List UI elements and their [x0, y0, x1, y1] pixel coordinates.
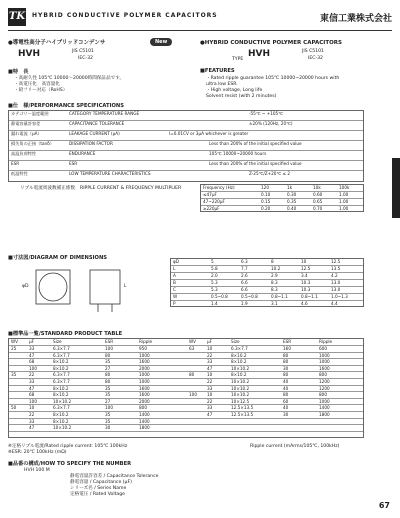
table-header-cell: Size	[231, 339, 240, 344]
table-cell: 22	[29, 411, 35, 417]
table-row	[9, 392, 363, 399]
label-l: L	[124, 284, 127, 289]
dim-cell: 6.6	[241, 280, 248, 285]
table-cell: 1200	[319, 378, 330, 384]
dim-header: 5	[211, 259, 214, 264]
ripple-cell: 1.00	[339, 206, 349, 211]
table-row	[9, 379, 363, 386]
table-cell: 12.5×13.5	[231, 405, 254, 411]
table-cell: 40	[283, 405, 289, 411]
dim-cell: 13.0	[331, 280, 341, 285]
table-cell: 12.5×13.5	[231, 411, 254, 417]
dim-cell: 10.3	[301, 280, 311, 285]
table-cell: 35	[105, 392, 111, 398]
dim-cell: 8.3	[271, 287, 278, 292]
table-cell: 10	[207, 392, 213, 398]
product-table	[8, 338, 364, 438]
table-cell: 33	[207, 385, 213, 391]
table-cell: 33	[29, 346, 35, 351]
table-cell: 68	[29, 359, 35, 365]
table-cell: 35	[105, 385, 111, 391]
table-cell: 1000	[319, 352, 330, 358]
marking-code: HVH 100 M	[24, 468, 50, 473]
ripple-cell: 0.60	[313, 192, 323, 197]
dim-row	[171, 294, 363, 301]
spec-row	[9, 141, 363, 151]
table-cell: 10×10.2	[231, 365, 250, 371]
header-title: HYBRID CONDUCTIVE POLYMER CAPACITORS	[32, 12, 218, 19]
spec-value: Less than 200% of the initial specified value	[209, 161, 302, 166]
page-header	[8, 8, 392, 30]
ripple-cell: 1.00	[339, 192, 349, 197]
ripple-cell: 0.65	[313, 199, 323, 204]
dim-cell: P	[173, 301, 176, 306]
table-cell: 1000	[139, 378, 150, 384]
table-cell: 80	[283, 392, 289, 398]
table-cell: 35	[105, 411, 111, 417]
series-name-right: HVH	[248, 49, 271, 59]
ripple-header: Frequency (Hz)	[203, 185, 235, 190]
jis-sub-right: IEC-32	[308, 56, 323, 61]
table-cell: 6.3×7.7	[231, 346, 248, 351]
table-cell: 10	[29, 405, 35, 411]
spec-row	[9, 171, 363, 181]
ripple-row	[201, 192, 363, 199]
spec-en: DISSIPATION FACTOR	[69, 141, 113, 146]
table-header-cell: WV	[189, 339, 197, 344]
ripple-table	[200, 184, 364, 212]
table-cell: 80	[105, 378, 111, 384]
table-cell: 27	[105, 398, 111, 404]
table-cell: 950	[139, 346, 147, 351]
spec-value: Z-25℃/Z+20℃ ≤ 2	[249, 171, 290, 176]
product-table-header-row	[9, 339, 363, 346]
table-header-cell: Size	[53, 339, 62, 344]
table-cell: 22	[29, 372, 35, 378]
feature-jp-2: ・高電圧化 高容量化	[14, 82, 60, 87]
table-cell: 8×10.2	[53, 411, 69, 417]
dim-cell: 13.5	[331, 266, 341, 271]
table-row	[9, 425, 363, 432]
table-cell: 8×10.2	[231, 359, 247, 365]
spec-en: CATEGORY TEMPERATURE RANGE	[69, 111, 140, 116]
spec-en: ESR	[69, 161, 78, 166]
table-cell: 800	[319, 392, 327, 398]
ripple-header-row	[201, 185, 363, 192]
ripple-en: RIPPLE CURRENT & FREQUENCY MULTIPLIER	[80, 186, 182, 191]
table-cell: 800	[319, 372, 327, 378]
ripple-row	[201, 206, 363, 213]
table-cell: 10×10.2	[53, 398, 72, 404]
feature-jp-3: ・鉛フリー対応（RoHS）	[14, 88, 68, 93]
table-cell: 100	[105, 405, 113, 411]
table-cell: 10×10.2	[231, 385, 250, 391]
feature-en-2: ultra low ESR.	[206, 82, 238, 87]
dim-cell: C	[173, 287, 176, 292]
spec-en: CAPACITANCE TOLERANCE	[69, 121, 125, 126]
side-index-tab	[392, 158, 400, 218]
table-row	[9, 366, 363, 373]
ripple-cell: 0.40	[287, 206, 297, 211]
table-cell: 8×10.2	[53, 392, 69, 398]
dim-cell: 4.2	[331, 273, 338, 278]
dim-cell: 4.4	[331, 301, 338, 306]
spec-label: ESR	[11, 161, 20, 166]
table-cell: 8×10.2	[231, 372, 247, 378]
table-cell: 80	[105, 352, 111, 358]
dim-cell: 4.6	[301, 301, 308, 306]
feature-jp-1: ・高耐久性 105℃ 10000～20000時間保証品です。	[14, 76, 125, 81]
table-cell: 10×10.2	[231, 378, 250, 384]
table-cell: 50	[11, 405, 17, 411]
product-jp-name: ●導電性高分子ハイブリッドコンデンサ	[8, 40, 106, 46]
table-cell: 8×10.2	[231, 352, 247, 358]
ripple-header: 120	[261, 185, 269, 190]
table-row	[9, 372, 363, 379]
table-cell: 1600	[319, 365, 330, 371]
footnote-1: ※定格リプル電流/Rated ripple current: 105℃ 100kHz	[8, 444, 128, 449]
marking-item: 定格電圧 / Rated Voltage	[70, 492, 125, 497]
table-cell: 80	[105, 372, 111, 378]
table-cell: 1600	[139, 392, 150, 398]
new-badge: New	[150, 38, 172, 46]
dimension-diagram	[20, 262, 140, 320]
dimensions-table	[170, 258, 364, 307]
table-cell: 33	[29, 378, 35, 384]
spec-value: I=0.01CV or 3μA whichever is greater	[169, 131, 249, 136]
spec-label: 低温特性	[11, 171, 28, 176]
spec-value: Less than 200% of the initial specified value	[209, 141, 302, 146]
table-cell: 1000	[139, 352, 150, 358]
ripple-cell: 0.20	[261, 206, 271, 211]
features-en-title: ■FEATURES	[200, 68, 235, 74]
table-cell: 100	[29, 398, 37, 404]
table-cell: 47	[29, 385, 35, 391]
table-cell: 80	[283, 372, 289, 378]
table-cell: 1000	[319, 359, 330, 365]
spec-en: LEAKAGE CURRENT (μA)	[69, 131, 120, 136]
feature-en-1: ・Rated ripple guarantee 105℃ 10000~20000 hours with	[206, 76, 340, 81]
spec-value: -55℃ ~ +105℃	[249, 111, 283, 116]
dim-header-row	[171, 259, 363, 266]
capacitor-outline-icon	[20, 262, 140, 320]
dim-cell: 2.9	[271, 273, 278, 278]
dim-row	[171, 280, 363, 287]
specs-table	[8, 110, 364, 182]
table-row	[9, 405, 363, 412]
table-cell: 47	[207, 365, 213, 371]
dim-cell: A	[173, 273, 176, 278]
table-cell: 800	[139, 405, 147, 411]
table-cell: 8×10.2	[53, 359, 69, 365]
header-rule	[8, 30, 392, 31]
table-cell: 35	[11, 372, 17, 378]
table-row	[9, 346, 363, 353]
dim-cell: 3.4	[301, 273, 308, 278]
dim-cell: 5.8	[211, 266, 218, 271]
table-cell: 8×10.2	[53, 365, 69, 371]
table-cell: 2000	[139, 365, 150, 371]
ripple-cell: 47~220μF	[203, 199, 225, 204]
specs-title: ■仕 様/PERFORMANCE SPECIFICATIONS	[8, 103, 124, 109]
table-cell: 1600	[139, 359, 150, 365]
dim-cell: W	[173, 294, 178, 299]
ripple-cell: 0.35	[287, 199, 297, 204]
ripple-cell: ≥220μF	[203, 206, 220, 211]
spec-en: LOW TEMPERATURE CHARACTERISTICS	[69, 171, 151, 176]
dim-cell: L	[173, 266, 176, 271]
table-cell: 160	[283, 346, 291, 351]
dim-cell: 1.9	[241, 301, 248, 306]
spec-label: 高温負荷特性	[11, 151, 37, 156]
ripple-cell: ≤47μF	[203, 192, 217, 197]
dim-header: 8	[271, 259, 274, 264]
table-cell: 80	[283, 359, 289, 365]
table-cell: 35	[105, 359, 111, 365]
type-label: TYPE	[232, 57, 244, 62]
dim-cell: 6.6	[241, 287, 248, 292]
table-cell: 22	[207, 398, 213, 404]
spec-row	[9, 111, 363, 121]
table-cell: 6.3×7.7	[53, 346, 70, 351]
spec-label: 静電容量許容差	[11, 121, 41, 126]
dim-cell: 1.0~1.3	[331, 294, 348, 299]
series-name: HVH	[18, 49, 41, 59]
table-cell: 47	[29, 425, 35, 431]
table-cell: 30	[283, 411, 289, 417]
dim-row	[171, 301, 363, 308]
dim-cell: 0.8~1.1	[301, 294, 318, 299]
company-logo: TK	[8, 8, 26, 26]
table-cell: 100	[29, 365, 37, 371]
dim-row	[171, 273, 363, 280]
table-header-cell: μF	[207, 339, 213, 344]
ripple-cell: 0.70	[313, 206, 323, 211]
table-cell: 68	[29, 392, 35, 398]
table-cell: 10	[207, 346, 213, 351]
ripple-header: 10k	[313, 185, 321, 190]
jis-sub: IEC-32	[78, 56, 93, 61]
table-cell: 10×10.2	[231, 392, 250, 398]
table-cell: 27	[105, 365, 111, 371]
table-cell: 1400	[319, 405, 330, 411]
feature-en-3: ・High voltage, Long life	[206, 88, 263, 93]
table-cell: 63	[189, 346, 195, 351]
marking-item: シリーズ名 / Series Name	[70, 486, 127, 491]
dimensions-title: ■寸法図/DIAGRAM OF DIMENSIONS	[8, 255, 108, 261]
ripple-cell: 0.15	[261, 199, 271, 204]
table-cell: 2000	[139, 398, 150, 404]
table-cell: 80	[189, 372, 195, 378]
spec-row	[9, 121, 363, 131]
label-d: φD	[22, 284, 29, 289]
ripple-row	[201, 199, 363, 206]
table-cell: 1200	[319, 385, 330, 391]
table-cell: 10×10.2	[53, 425, 72, 431]
table-cell: 10	[207, 372, 213, 378]
table-header-cell: ESR	[105, 339, 114, 344]
table-cell: 30	[283, 365, 289, 371]
table-cell: 1800	[319, 411, 330, 417]
dim-cell: 13.0	[331, 287, 341, 292]
footnote-3: Ripple current (mArms/105℃, 100kHz)	[250, 444, 340, 449]
spec-label: 損失角の正接（tanδ）	[11, 141, 54, 146]
dim-cell: 3.1	[271, 301, 278, 306]
spec-value: 105℃ 10000~20000 hours	[209, 151, 267, 156]
dim-header: 6.3	[241, 259, 248, 264]
dim-header: φD	[173, 259, 179, 264]
dim-row	[171, 266, 363, 273]
dim-cell: 0.8~1.1	[271, 294, 288, 299]
dim-cell: 8.3	[271, 280, 278, 285]
table-cell: 8×10.2	[53, 385, 69, 391]
table-header-cell: Ripple	[319, 339, 333, 344]
table-header-cell: μF	[29, 339, 35, 344]
dim-cell: 2.6	[241, 273, 248, 278]
dim-header: 10	[301, 259, 307, 264]
table-cell: 40	[283, 385, 289, 391]
table-cell: 8×10.2	[53, 418, 69, 424]
spec-en: ENDURANCE	[69, 151, 96, 156]
spec-row	[9, 131, 363, 141]
dim-row	[171, 287, 363, 294]
table-cell: 22	[207, 352, 213, 358]
marking-item: 静電容量 / Capacitance (μF)	[70, 480, 132, 485]
table-cell: 40	[283, 378, 289, 384]
table-cell: 35	[105, 418, 111, 424]
dim-cell: 7.7	[241, 266, 248, 271]
ripple-cell: 0.10	[261, 192, 271, 197]
dim-cell: 2.0	[211, 273, 218, 278]
table-cell: 600	[319, 346, 327, 351]
table-cell: 1400	[139, 411, 150, 417]
ripple-cell: 0.30	[287, 192, 297, 197]
table-cell: 33	[207, 359, 213, 365]
ripple-header: 1k	[287, 185, 293, 190]
table-cell: 1800	[139, 425, 150, 431]
features-jp-title: ■特 長	[8, 69, 29, 75]
table-cell: 6.3×7.7	[53, 378, 70, 384]
table-row	[9, 386, 363, 393]
table-cell: 33	[29, 418, 35, 424]
table-cell: 60	[283, 398, 289, 404]
table-cell: 100	[189, 392, 197, 398]
marking-item: 静電容量許容差 / Capacitance Tolerance	[70, 474, 159, 479]
spec-row	[9, 151, 363, 161]
table-cell: 6.3×7.7	[53, 372, 70, 378]
table-cell: 6.3×7.7	[53, 405, 70, 411]
table-cell: 22	[207, 378, 213, 384]
footnote-2: ※ESR: 20℃ 100kHz (mΩ)	[8, 450, 67, 455]
company-name: 東信工業株式会社	[319, 14, 392, 24]
dim-cell: 5.3	[211, 287, 218, 292]
feature-en-4: Solvent resist (with 2 minutes)	[206, 94, 277, 99]
table-header-cell: Ripple	[139, 339, 153, 344]
ripple-header: 100k	[339, 185, 350, 190]
product-table-title: ■標準品一覧/STANDARD PRODUCT TABLE	[8, 331, 123, 337]
table-row	[9, 412, 363, 419]
dim-cell: B	[173, 280, 176, 285]
table-cell: 47	[29, 352, 35, 358]
dim-cell: 0.5~0.8	[241, 294, 258, 299]
table-cell: 25	[11, 346, 17, 351]
dim-cell: 1.4	[211, 301, 218, 306]
dim-header: 12.5	[331, 259, 341, 264]
spec-label: 漏れ電流（μA）	[11, 131, 42, 136]
dim-cell: 10.3	[301, 287, 311, 292]
dim-cell: 10.2	[271, 266, 281, 271]
table-cell: 6.3×7.7	[53, 352, 70, 358]
table-cell: 100	[105, 346, 113, 351]
table-cell: 1600	[139, 385, 150, 391]
spec-value: ±20% (120Hz, 20℃)	[249, 121, 293, 126]
dim-cell: 12.5	[301, 266, 311, 271]
ripple-cell: 1.00	[339, 199, 349, 204]
table-cell: 1000	[139, 372, 150, 378]
table-row	[9, 353, 363, 360]
table-header-cell: ESR	[283, 339, 292, 344]
table-cell: 33	[207, 405, 213, 411]
jis-code-right: JIS C5101	[302, 49, 324, 54]
table-header-cell: WV	[11, 339, 19, 344]
table-row	[9, 359, 363, 366]
table-cell: 47	[207, 411, 213, 417]
table-cell: 10×12.5	[231, 398, 250, 404]
dim-cell: 0.5~0.8	[211, 294, 228, 299]
table-cell: 1400	[139, 418, 150, 424]
table-row	[9, 399, 363, 406]
table-cell: 80	[283, 352, 289, 358]
page-number: 67	[378, 501, 390, 510]
marking-title: ■品番の構成/HOW TO SPECIFY THE NUMBER	[8, 461, 132, 467]
table-row	[9, 419, 363, 426]
jis-code: JIS C5101	[72, 49, 94, 54]
product-en-name: ●HYBRID CONDUCTIVE POLYMER CAPACITORS	[200, 40, 342, 46]
table-cell: 1000	[319, 398, 330, 404]
spec-row	[9, 161, 363, 171]
spec-label: カテゴリー温度範囲	[11, 111, 49, 116]
ripple-label: リプル電流周波数補正係数	[20, 186, 75, 191]
dim-cell: 5.3	[211, 280, 218, 285]
table-cell: 30	[105, 425, 111, 431]
